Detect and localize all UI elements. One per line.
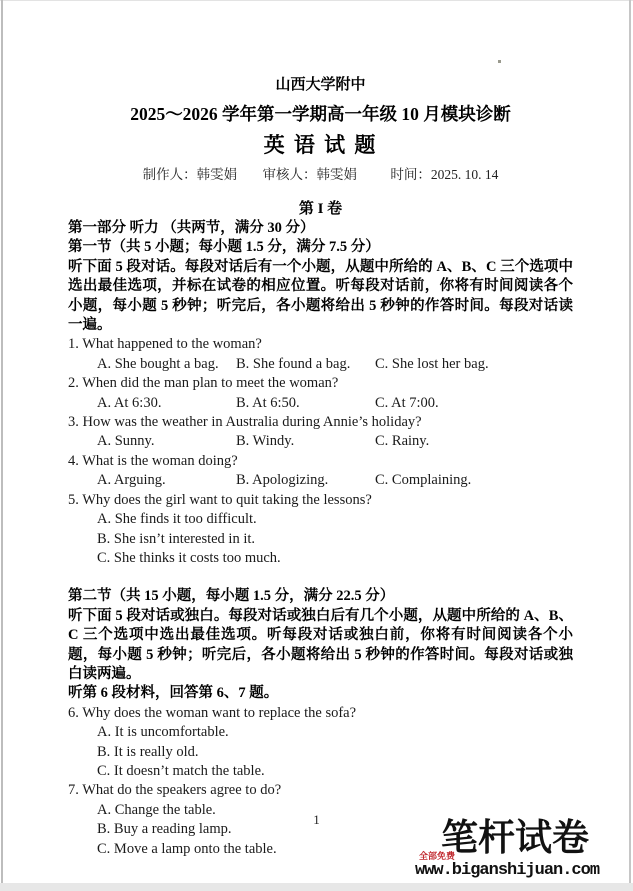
option-c: C. Complaining.	[375, 472, 472, 489]
section2-material-note: 听第 6 段材料，回答第 6、7 题。	[68, 685, 279, 702]
option-b: B. Apologizing.	[236, 472, 329, 489]
volume-heading: 第 I 卷	[298, 201, 343, 217]
section1-instructions: 听下面 5 段对话。每段对话后有一个小题，从题中所给的 A、B、C 三个选项中选出最佳选项，并标在试卷的相应位置。听每段对话前，你将有时间阅读各个小题，每小题 5 秒钟；听完后，各小题将给出 5 秒钟的作答时间。每段对话读一遍。	[68, 258, 573, 334]
page-edge-bottom	[0, 883, 633, 891]
option-c: C. Rainy.	[375, 433, 430, 450]
option-a: A. Arguing.	[97, 472, 166, 489]
question-text: Why does the woman want to replace the sofa?	[82, 704, 357, 721]
option-a: A. She bought a bag.	[97, 355, 219, 372]
option-c: C. She lost her bag.	[375, 355, 489, 372]
question-1	[68, 335, 573, 374]
option-a: A. It is uncomfortable.	[97, 724, 229, 741]
question-text: What is the woman doing?	[82, 452, 238, 469]
paper-meta	[68, 166, 573, 183]
option-b: B. It is really old.	[97, 743, 199, 760]
question-number: 5.	[68, 491, 79, 508]
section2-instructions: 听下面 5 段对话或独白。每段对话或独白后有几个小题，从题中所给的 A、B、C 三个选项中选出最佳选项。听每段对话或独白前，你将有时间阅读各个小题，每小题 5 秒钟；听完后，各小题将给出 5 秒钟的作答时间。每段对话或独白读两遍。	[68, 607, 573, 682]
option-b: B. Windy.	[236, 433, 295, 450]
option-b: B. Buy a reading lamp.	[97, 821, 232, 838]
school-name: 山西大学附中	[275, 77, 366, 93]
meta-time: 时间：2025. 10. 14	[390, 167, 499, 182]
watermark-tagline: 全部免费	[419, 851, 456, 861]
option-b: B. She found a bag.	[236, 355, 351, 372]
question-number: 2.	[68, 375, 79, 392]
question-number: 1.	[68, 336, 79, 353]
option-a: A. At 6:30.	[97, 394, 162, 411]
question-text: What do the speakers agree to do?	[82, 782, 282, 799]
document-content	[68, 0, 573, 859]
question-number: 6.	[68, 704, 79, 721]
question-6	[68, 704, 573, 782]
option-a: A. She finds it too difficult.	[97, 511, 257, 528]
part1-heading: 第一部分 听力 （共两节，满分 30 分）	[68, 220, 315, 236]
section2-heading: 第二节（共 15 小题，每小题 1.5 分，满分 22.5 分）	[68, 588, 395, 605]
exam-title: 2025～2026 学年第一学期高一年级 10 月模块诊断	[130, 104, 511, 124]
question-4	[68, 452, 573, 491]
meta-maker: 制作人：韩雯娟	[142, 167, 238, 182]
watermark-brand: 笔杆试卷	[441, 817, 589, 858]
question-2	[68, 374, 573, 413]
option-c: C. Move a lamp onto the table.	[97, 840, 277, 857]
question-number: 7.	[68, 782, 79, 799]
question-text: What happened to the woman?	[82, 336, 262, 353]
question-5	[68, 491, 573, 569]
option-b: B. She isn’t interested in it.	[97, 530, 256, 547]
page-edge-right	[629, 0, 631, 883]
option-a: A. Sunny.	[97, 433, 155, 450]
question-number: 3.	[68, 414, 79, 431]
page-number: 1	[313, 812, 320, 827]
option-c: C. It doesn’t match the table.	[97, 762, 265, 779]
meta-reviewer: 审核人：韩雯娟	[262, 167, 357, 182]
option-a: A. Change the table.	[97, 801, 216, 818]
question-text: When did the man plan to meet the woman?	[82, 375, 339, 392]
question-number: 4.	[68, 452, 79, 469]
question-text: Why does the girl want to quit taking the lessons?	[82, 491, 372, 508]
question-text: How was the weather in Australia during Annie’s holiday?	[82, 414, 422, 431]
option-c: C. She thinks it costs too much.	[97, 549, 281, 566]
section1-heading: 第一节（共 5 小题；每小题 1.5 分，满分 7.5 分）	[68, 239, 380, 256]
question-3	[68, 413, 573, 452]
page-edge-left	[1, 0, 3, 883]
option-c: C. At 7:00.	[375, 394, 439, 411]
watermark-url: www.biganshijuan.com	[415, 861, 600, 880]
option-b: B. At 6:50.	[236, 394, 300, 411]
subject-title: 英 语 试 题	[263, 133, 378, 157]
